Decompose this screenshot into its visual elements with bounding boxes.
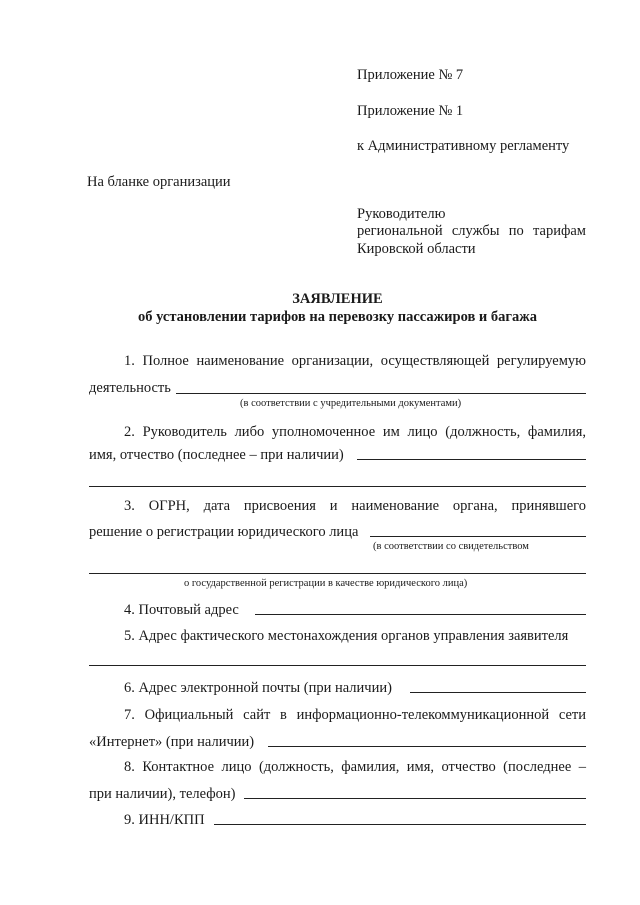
- item-3-field[interactable]: [370, 536, 586, 537]
- item-4-label: 4. Почтовый адрес: [124, 602, 239, 618]
- item-3-hint-1: (в соответствии со свидетельством: [373, 541, 529, 552]
- letterhead-note: На бланке организации: [87, 174, 231, 190]
- addressee-line-3: Кировской области: [357, 241, 476, 257]
- item-8-field[interactable]: [244, 798, 586, 799]
- item-7-text: 7. Официальный сайт в информационно-телекоммуникационной сети: [124, 707, 586, 723]
- item-9-field[interactable]: [214, 824, 586, 825]
- item-4-field[interactable]: [255, 614, 586, 615]
- appendix-7: Приложение № 7: [357, 67, 464, 83]
- appendix-1: Приложение № 1: [357, 103, 464, 119]
- item-7-label: «Интернет» (при наличии): [89, 734, 255, 750]
- document-subtitle: об установлении тарифов на перевозку пассажиров и багажа: [137, 309, 537, 325]
- item-3-text: 3. ОГРН, дата присвоения и наименование органа, принявшего: [124, 498, 586, 514]
- regulation-reference: к Административному регламенту: [357, 138, 570, 154]
- addressee-line-2: региональной службы по тарифам: [357, 223, 586, 239]
- item-7-field[interactable]: [268, 746, 586, 747]
- item-9-label: 9. ИНН/КПП: [124, 812, 205, 828]
- item-1-field[interactable]: [176, 393, 586, 394]
- item-8-label: при наличии), телефон): [89, 786, 236, 802]
- item-8-text: 8. Контактное лицо (должность, фамилия, имя, отчество (последнее –: [124, 759, 586, 775]
- item-1-text: 1. Полное наименование организации, осуществляющей регулируемую: [124, 353, 586, 369]
- item-5-field[interactable]: [89, 665, 586, 666]
- item-2-label: имя, отчество (последнее – при наличии): [89, 447, 344, 463]
- item-2-text: 2. Руководитель либо уполномоченное им лицо (должность, фамилия,: [124, 424, 586, 440]
- item-3-label: решение о регистрации юридического лица: [89, 524, 359, 540]
- item-6-field[interactable]: [410, 692, 586, 693]
- item-1-label: деятельность: [89, 380, 171, 396]
- item-2-field-extra[interactable]: [89, 486, 586, 487]
- item-5-label: 5. Адрес фактического местонахождения органов управления заявителя: [124, 628, 569, 644]
- item-3-hint-2: о государственной регистрации в качестве юридического лица): [184, 578, 468, 589]
- item-6-label: 6. Адрес электронной почты (при наличии): [124, 680, 392, 696]
- item-1-hint: (в соответствии с учредительными документами): [240, 398, 462, 409]
- addressee-line-1: Руководителю: [357, 206, 446, 222]
- item-3-field-extra[interactable]: [89, 573, 586, 574]
- document-title: ЗАЯВЛЕНИЕ: [292, 291, 383, 307]
- item-2-field[interactable]: [357, 459, 586, 460]
